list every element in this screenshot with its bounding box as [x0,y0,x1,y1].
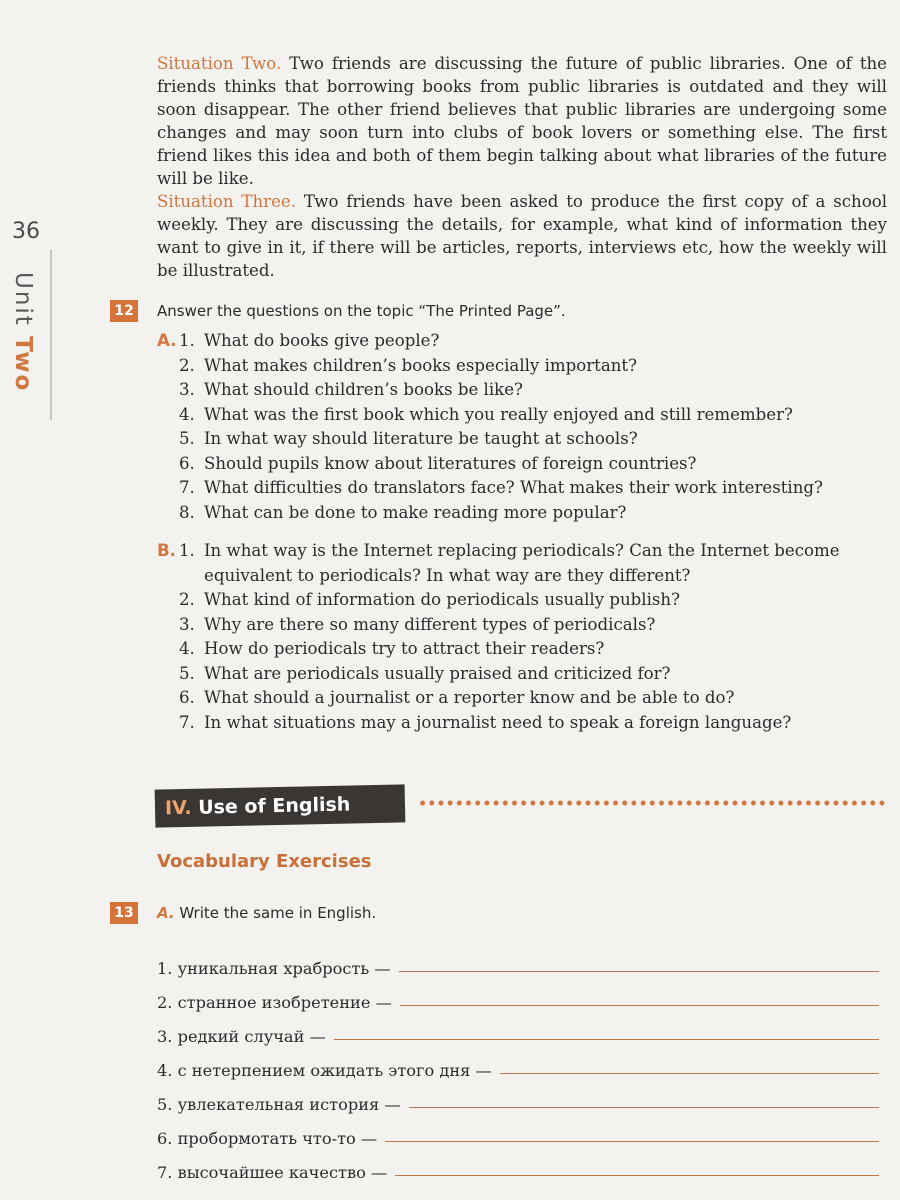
exercise-13-label: A. [157,904,175,922]
translation-item [157,1012,879,1046]
translation-prompt: 3. редкий случай — [157,1027,326,1046]
unit-tab [10,272,36,392]
translation-prompt: 6. пробормотать что-то — [157,1129,378,1148]
question-a-5: 5. In what way should literature be taught at schools? [179,429,638,448]
exercise-13-instruction-text: Write the same in English. [179,904,377,922]
translation-list [157,944,879,1182]
question-b-1: B. 1. In what way is the Internet replacing periodicals? Can the Internet become equivalent to periodicals? In what way are they different? [157,539,887,588]
section-iv-banner [155,784,406,827]
question-a-8: 8. What can be done to make reading more popular? [179,502,627,522]
question-b-5: 5. What are periodicals usually praised and criticized for? [179,663,671,683]
translation-prompt: 5. увлекательная история — [157,1095,401,1114]
question-a-4: 4. What was the first book which you really enjoyed and still remember? [179,404,793,424]
translation-item [157,1148,879,1182]
situation-two-paragraph [157,52,887,190]
section-iv-roman: IV. [164,796,192,820]
exercise-13-badge: 13 [110,902,138,924]
exercise-12-instruction: Answer the questions on the topic “The Printed Page”. [157,302,566,320]
questions-section-a [157,329,887,525]
unit-divider [50,250,52,420]
answer-line[interactable] [395,1157,879,1176]
answer-line[interactable] [399,953,879,972]
translation-prompt: 2. странное изобретение — [157,993,392,1012]
dotted-rule [418,799,886,807]
translation-item [157,1080,879,1114]
unit-number-word: Two [10,336,36,393]
translation-item [157,978,879,1012]
situation-three-lead: Situation Three. [157,192,296,211]
exercise-12-badge: 12 [110,300,138,322]
exercise-13-instruction [157,904,376,922]
question-b-6: 6. What should a journalist or a reporter know and be able to do? [179,688,735,707]
section-iv-title: Use of English [197,793,351,819]
section-a-label: A. [157,331,177,350]
answer-line[interactable] [400,987,879,1006]
situation-two-lead: Situation Two. [157,54,282,73]
translation-item [157,944,879,978]
questions-section-b [157,539,887,735]
question-a-3: 3. What should children’s books be like? [179,380,523,399]
translation-item [157,1046,879,1080]
translation-prompt: 1. уникальная храбрость — [157,959,391,978]
translation-prompt: 7. высочайшее качество — [157,1163,388,1182]
question-a-1: A. 1. What do books give people? [157,329,887,354]
answer-line[interactable] [334,1021,879,1040]
situation-three-text: Two friends have been asked to produce the first copy of a school weekly. They are discussing the details, for example, what kind of information they want to give in it, if there will be articles, reports, interviews etc, how the weekly will be illustrated. [157,192,887,280]
question-b-7: 7. In what situations may a journalist need to speak a foreign language? [179,712,792,732]
situation-two-text: Two friends are discussing the future of public libraries. One of the friends thinks that borrowing books from public libraries is outdated and they will soon disappear. The other friend believes that public libraries are undergoing some changes and may soon turn into clubs of book lovers or something else. The first friend likes this idea and both of them begin talking about what libraries of the future will be like. [157,54,887,188]
translation-item [157,1114,879,1148]
answer-line[interactable] [500,1055,879,1074]
question-a-2: 2. What makes children’s books especially important? [179,355,637,375]
translation-prompt: 4. с нетерпением ожидать этого дня — [157,1061,492,1080]
answer-line[interactable] [409,1089,879,1108]
vocabulary-heading: Vocabulary Exercises [157,851,372,872]
question-b-3: 3. Why are there so many different types of periodicals? [179,614,656,634]
question-a-7: 7. What difficulties do translators face? What makes their work interesting? [179,478,823,497]
question-a-6: 6. Should pupils know about literatures of foreign countries? [179,453,697,473]
answer-line[interactable] [385,1123,879,1142]
situation-three-paragraph [157,190,887,282]
unit-word: Unit [10,272,36,337]
page-number: 36 [12,219,40,244]
section-b-label: B. [157,541,176,560]
question-b-2: 2. What kind of information do periodicals usually publish? [179,590,681,609]
question-b-4: 4. How do periodicals try to attract their readers? [179,639,605,658]
